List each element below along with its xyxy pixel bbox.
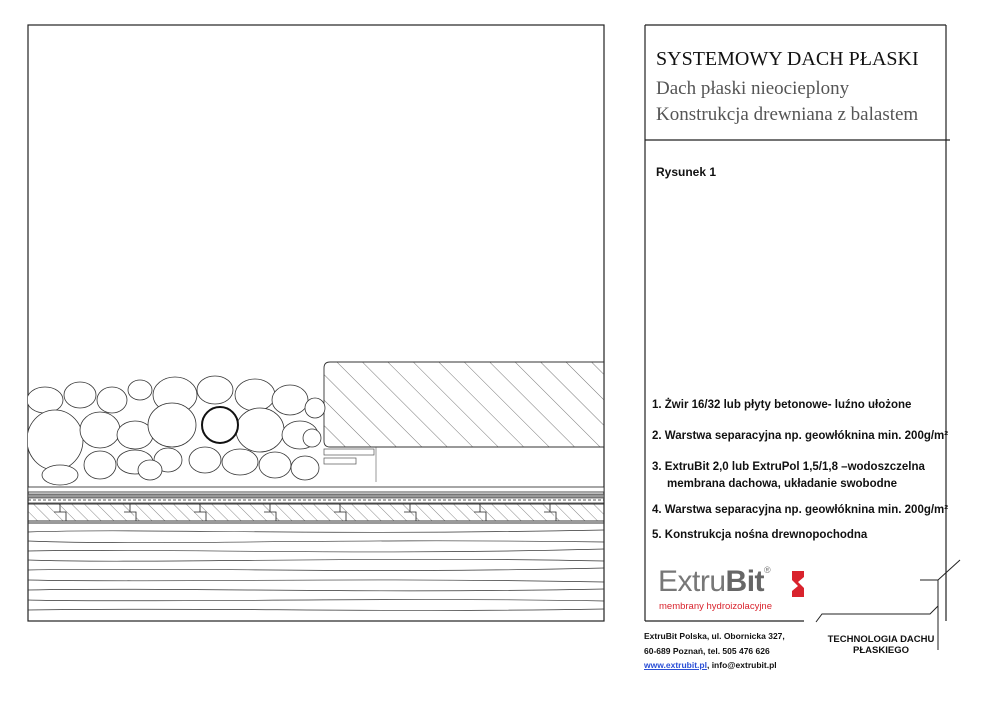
technology-label: TECHNOLOGIA DACHU PŁASKIEGO [827,634,935,656]
brand-logo [658,565,770,599]
timber-beam [28,523,604,610]
footer-email: , info@extrubit.pl [706,660,777,670]
legend-item-2: 2. Warstwa separacyjna np. geowłóknina min. 200g/m² [652,430,949,442]
legend-item-1: 1. Żwir 16/32 lub płyty betonowe- luźno ułożone [652,399,912,411]
drawing-title: SYSTEMOWY DACH PŁASKI [656,48,919,70]
legend-item-3-cont: membrana dachowa, układanie swobodne [667,478,898,490]
logo-mark-icon [790,569,806,599]
concrete-slab [324,362,604,482]
logo-tagline: membrany hydroizolacyjne [659,601,772,612]
footer-address: 60-689 Poznań, tel. 505 476 626 [644,646,770,656]
drawing-subtitle-1: Dach płaski nieocieplony [656,78,850,99]
website-link[interactable]: www.extrubit.pl [644,660,707,670]
logo-registered-mark: ® [764,565,771,575]
membrane-layers [28,487,604,503]
gravel-layer [27,376,325,485]
logo-text-light: Extru [658,565,726,598]
legend-item-5: 5. Konstrukcja nośna drewnopochodna [652,529,868,541]
timber-deck [28,504,604,521]
logo-text-bold: Bit [725,565,765,598]
footer-company: ExtruBit Polska, ul. Obornicka 327, [644,631,785,641]
figure-label: Rysunek 1 [656,165,717,179]
legend-item-3: 3. ExtruBit 2,0 lub ExtruPol 1,5/1,8 –wodoszczelna [652,461,925,473]
drawing-subtitle-2: Konstrukcja drewniana z balastem [656,104,919,125]
footer-contact [644,660,777,670]
legend-item-4: 4. Warstwa separacyjna np. geowłóknina min. 200g/m² [652,504,949,516]
